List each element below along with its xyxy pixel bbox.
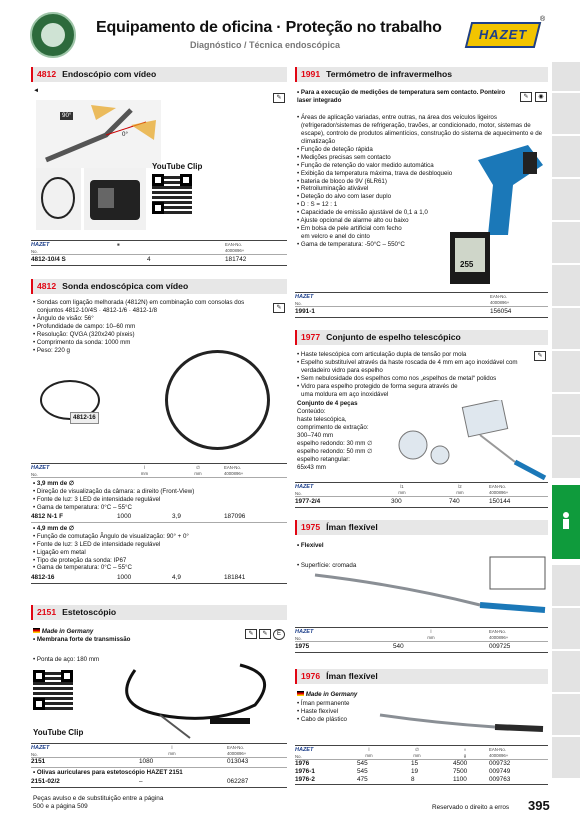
cell-l: –: [139, 777, 143, 785]
section-2151: [31, 605, 287, 620]
table-4812b: [31, 463, 287, 584]
list-item: • Sem nebulosidade dos espelhos como nos „espelhos de metal“ polidos: [297, 375, 529, 383]
feature-bold: • Para a execução de medições de temperatura sem contacto. Ponteiro laser integrado: [297, 89, 506, 104]
cell-ean: 009725: [489, 642, 511, 650]
variant-head: • 3,9 mm de ∅: [33, 480, 75, 487]
list-item: • Haste flexível: [297, 708, 349, 716]
battery-icon: ◉: [535, 92, 547, 102]
qr-corner: [152, 174, 164, 186]
table-header: [31, 241, 287, 255]
list-item: • Haste telescópica com articulação dupla de tensão por mola: [297, 351, 529, 359]
person-icon: [552, 485, 580, 560]
cell-no: 2151: [31, 758, 46, 766]
d-unit: mm: [413, 752, 421, 758]
d-unit: mm: [194, 470, 202, 476]
feature-bold: • Flexível: [297, 542, 324, 549]
cell-no: 4812-10/4 S: [31, 255, 66, 263]
ean-prefix: 4000896+: [489, 489, 509, 495]
list-item: • Função de comutação Ângulo de visualização: 90° + 0°: [33, 532, 189, 540]
youtube-clip-label[interactable]: YouTube Clip: [152, 162, 203, 171]
mirror-set-image: [385, 400, 550, 480]
section-4812-probe: [31, 279, 287, 294]
kit-line: espelho redondo: 30 mm ∅: [297, 439, 373, 447]
table-header: [31, 464, 287, 478]
ean-header: EAN-No.: [227, 745, 244, 750]
list-item: • Ligação em metal: [33, 548, 86, 556]
hazet-logo: [465, 22, 541, 48]
section-title: Sonda endoscópica com vídeo: [62, 281, 189, 291]
l-unit: mm: [427, 634, 435, 640]
list-item: • Ângulo de visão: 56°: [33, 315, 269, 323]
ean-prefix: 4000896+: [489, 752, 509, 758]
section-4812-endoscope: [31, 67, 287, 82]
section-number: 4812: [37, 281, 57, 291]
section-number: 2151: [37, 607, 57, 617]
cell-no: 4812-16: [31, 574, 55, 582]
tool-icon: ✎: [520, 92, 532, 102]
ean-header: EAN-No.: [224, 465, 241, 470]
accessory-line: • Olivas auriculares para estetoscópio HAZET 2151: [33, 769, 183, 776]
section-1976: [295, 669, 548, 684]
l2-header: l2: [458, 484, 462, 489]
list-item: • bateria de bloco de 9V (6LR61): [297, 178, 549, 186]
cell-l: 545: [357, 759, 368, 767]
magnet-icon: ∩: [463, 747, 467, 752]
hazet-brand: HAZET: [295, 747, 314, 753]
page-subtitle: Diagnóstico / Técnica endoscópica: [190, 40, 341, 50]
table-header: [295, 628, 548, 642]
section-title: Estetoscópio: [62, 607, 117, 617]
cell-l: 540: [393, 642, 404, 650]
table-row: [295, 760, 548, 768]
no-header: No.: [295, 491, 302, 497]
endoscope-angle-image: [36, 100, 161, 168]
side-tab-4[interactable]: [552, 179, 580, 221]
list-item: • Ajuste opcional de alarme alto ou baixo: [297, 217, 549, 225]
section-1991: [295, 67, 548, 82]
ean-prefix: 4000896+: [224, 470, 244, 476]
section-1975: [295, 520, 548, 535]
table-2151: [31, 743, 287, 788]
list-item: • Íman permanente: [297, 700, 349, 708]
cell-ean: 009749: [489, 767, 511, 775]
page-number: 395: [528, 798, 550, 813]
cell-ean: 150144: [489, 497, 511, 505]
ean-header: EAN-No.: [489, 747, 506, 752]
made-in-germany: Made in Germany: [297, 691, 357, 699]
e-mark-icon: E: [273, 629, 285, 640]
tool-icon: ✎: [245, 629, 257, 639]
variant-2: [31, 523, 287, 574]
qr-corner: [33, 698, 45, 710]
d-header: ∅: [196, 465, 200, 470]
tool-icon: ✎: [273, 93, 285, 103]
cell-ean: 156054: [490, 307, 512, 315]
angle-label-0: 0°: [122, 131, 128, 138]
angle-label-90: 90°: [62, 112, 72, 119]
cell-l: 545: [357, 767, 368, 775]
table-header: [295, 746, 548, 760]
probe-features: [33, 299, 269, 355]
kit-line: espelho retangular:: [297, 455, 350, 463]
table-row: [31, 758, 287, 768]
list-item: • Deteção do alvo com laser duplo: [297, 193, 549, 201]
table-row: [295, 642, 548, 652]
side-tab-15[interactable]: [552, 737, 580, 779]
l-unit: mm: [365, 752, 373, 758]
ean-header: EAN-No.: [489, 629, 506, 634]
hazet-brand: HAZET: [295, 629, 314, 635]
section-title: Íman flexível: [326, 522, 378, 532]
ean-header: EAN-No.: [225, 242, 242, 247]
footer-line: 500 e a página 509: [33, 803, 88, 811]
cell-l: 1080: [139, 758, 154, 766]
cell-l: 475: [357, 775, 368, 783]
list-item: • Exibição da temperatura máxima, trava de desbloqueio: [297, 170, 467, 178]
ean-prefix: 4000896+: [225, 247, 245, 253]
side-tab-active[interactable]: [552, 485, 580, 560]
list-item: • D : S = 12 : 1: [297, 201, 549, 209]
side-tab-6[interactable]: [552, 265, 580, 307]
cell-ean: 181841: [224, 574, 246, 582]
cell-ean: 181742: [225, 255, 247, 263]
magnet-features: [297, 700, 349, 724]
side-tab-7[interactable]: [552, 308, 580, 350]
list-item: • Sondas com ligação melhorada (4812N) em combinação com consolas dos conjuntos 4812-10/4S · 4812-1/6 · 4812-1/8: [33, 299, 269, 315]
cell-l: 1000: [117, 574, 132, 582]
tool-icon: ✎: [273, 303, 285, 313]
section-title: Íman flexível: [326, 671, 378, 681]
list-item: • Retroiluminação ativável: [297, 185, 549, 193]
l2-unit: mm: [456, 489, 464, 495]
table-row: [295, 307, 548, 317]
germany-flag-icon: [297, 691, 304, 696]
list-item: • Ponta de aço: 180 mm: [33, 656, 100, 663]
cell-g: 1100: [453, 775, 467, 783]
list-item: • Comprimento da sonda: 1000 mm: [33, 339, 269, 347]
cell-l1: 300: [391, 497, 402, 505]
table-row: [31, 255, 287, 265]
section-title: Termómetro de infravermelhos: [326, 69, 453, 79]
footer-spare-parts: [33, 795, 163, 811]
cell-no: 2151-02/2: [31, 777, 60, 785]
table-header: [31, 744, 287, 758]
no-header: No.: [31, 249, 38, 255]
table-1991: [295, 292, 548, 318]
cell-no: 1976: [295, 759, 310, 767]
made-in-germany: Made in Germany: [33, 628, 93, 636]
section-title: Endoscópio com vídeo: [62, 69, 157, 79]
back-arrow: ◄: [33, 87, 40, 94]
hazet-brand: HAZET: [31, 745, 50, 751]
l1-unit: mm: [398, 489, 406, 495]
ean-prefix: 4000896+: [490, 299, 510, 305]
no-header: No.: [295, 636, 302, 642]
qr-corner: [180, 174, 192, 186]
qr-corner: [152, 202, 164, 214]
cell-ean: 187096: [224, 513, 246, 521]
list-item: • Peso: 220 g: [33, 347, 269, 355]
list-item: • Capacidade de emissão ajustável de 0,1 a 1,0: [297, 209, 447, 217]
no-header: No.: [31, 752, 38, 758]
cell-ean: 009763: [489, 775, 511, 783]
section-number: 1977: [301, 332, 321, 342]
cell-d: 8: [411, 775, 415, 783]
variant-1: [31, 478, 287, 513]
cell-ean: 062287: [227, 777, 249, 785]
list-item: • Função de deteção rápida: [297, 146, 549, 154]
hazet-brand: HAZET: [295, 484, 314, 490]
section-number: 1991: [301, 69, 321, 79]
list-item: • Áreas de aplicação variadas, entre outras, na área dos veículos ligeiros (refrigerador/sistemas de refrigeração, travões, ar condicionado, motor, sistemas de escape), controlo de produtos alimentícios, construção do sistema de aquecimento e de climatização: [297, 114, 549, 146]
list-item: • Vidro para espelho protegido de forma segura através de uma moldura em aço inoxidável: [297, 383, 467, 399]
table-row: [295, 776, 548, 784]
table-row: [295, 497, 548, 507]
thermometer-display-image: [450, 232, 490, 284]
feature-bold: • Membrana forte de transmissão: [33, 636, 131, 643]
l-header: l: [144, 465, 145, 470]
kit-line: comprimento de extração:: [297, 423, 369, 431]
header-logo: [30, 12, 76, 58]
side-tab-8[interactable]: [552, 351, 580, 393]
list-item: • Resolução: QVGA (320x240 píxeis): [33, 331, 269, 339]
list-item: • Função de retenção do valor medido automática: [297, 162, 549, 170]
list-item: • Tipo de proteção da sonda: IP67: [33, 556, 127, 564]
side-tab-2[interactable]: [552, 93, 580, 135]
hazet-logo-text: HAZET: [478, 26, 528, 42]
footer-disclaimer: Reservado o direito a erros: [432, 804, 510, 811]
no-header: No.: [295, 301, 302, 307]
list-item: • Fonte de luz: 3 LED de intensidade regulável: [33, 495, 161, 503]
kit-contents: [297, 408, 387, 472]
section-title: Conjunto de espelho telescópico: [326, 332, 461, 342]
probe-cable-image: [165, 350, 270, 450]
side-tab-12[interactable]: [552, 608, 580, 650]
list-item: • Em bolsa de pele artificial com fecho em velcro e anel do cinto: [297, 225, 407, 241]
youtube-clip-label[interactable]: YouTube Clip: [33, 728, 84, 737]
kit-line: Conteúdo:: [297, 408, 326, 415]
cell-no: 4812 N-1 F: [31, 513, 63, 521]
ean-header: EAN-No.: [490, 294, 507, 299]
l-unit: mm: [140, 470, 149, 476]
cell-ean: 013043: [227, 758, 249, 766]
side-tab-1[interactable]: [552, 62, 580, 92]
section-number: 4812: [37, 69, 57, 79]
l-header: l: [368, 747, 370, 752]
kit-line: espelho redondo: 50 mm ∅: [297, 447, 373, 455]
cell-no: 1991-1: [295, 307, 315, 315]
d-header: ∅: [415, 747, 419, 752]
cell-g: 4500: [453, 759, 468, 767]
table-row: [31, 573, 287, 583]
cell-l: 1000: [117, 513, 132, 521]
list-item: • Superfície: cromada: [297, 562, 357, 569]
table-header: [295, 483, 548, 497]
l-unit: mm: [168, 750, 176, 756]
cell-no: 1976-1: [295, 767, 315, 775]
hazet-brand: HAZET: [295, 294, 314, 300]
flexible-magnet-image: [300, 555, 548, 621]
table-4812a: [31, 240, 287, 266]
page-title: Equipamento de oficina · Proteção no trabalho: [96, 19, 442, 36]
list-item: • Gama de temperatura: 0°C – 55°C: [33, 503, 132, 511]
table-1977: [295, 482, 548, 508]
list-item: • Gama de temperatura: -50°C – 550°C: [297, 241, 549, 249]
mirror-features: [297, 351, 529, 399]
table-row: [31, 513, 287, 523]
side-tab-3[interactable]: [552, 136, 580, 178]
tool-icon: ✎: [534, 351, 546, 361]
section-number: 1975: [301, 522, 321, 532]
kit-title: Conjunto de 4 peças: [297, 400, 358, 407]
cell-no: 1975: [295, 642, 310, 650]
table-row: [295, 768, 548, 776]
no-header: No.: [295, 754, 302, 760]
list-item: • Medições precisas sem contacto: [297, 154, 549, 162]
ean-prefix: 4000896+: [489, 634, 509, 640]
cell-no: 1976-2: [295, 775, 315, 783]
section-1977: [295, 330, 548, 345]
hazet-brand: HAZET: [31, 242, 50, 248]
stethoscope-image: [100, 650, 285, 742]
endoscope-case-image: [84, 168, 146, 230]
table-1976: [295, 745, 548, 785]
registered-mark: ®: [540, 16, 546, 23]
probe-label: 4812-16: [70, 412, 99, 424]
cell-no: 1977-2/4: [295, 497, 321, 505]
cell-qty: 4: [147, 255, 151, 263]
endoscope-probe-image: [36, 168, 81, 230]
pieces-icon: ■: [117, 242, 120, 247]
side-tab-11[interactable]: [552, 565, 580, 607]
list-item: • Profundidade de campo: 10–60 mm: [33, 323, 269, 331]
cell-d: 3,9: [172, 513, 181, 521]
list-item: • Cabo de plástico: [297, 716, 349, 724]
cell-g: 7500: [453, 767, 468, 775]
qr-corner: [33, 670, 45, 682]
list-item: • Direção de visualização da câmara: a direito (Front-View): [33, 487, 195, 495]
side-tab-10[interactable]: [552, 437, 580, 479]
l-header: l: [171, 745, 173, 750]
cell-d: 4,9: [172, 574, 181, 582]
side-tab-9[interactable]: [552, 394, 580, 436]
footer-line: Peças avulso e de substituição entre a página: [33, 795, 164, 802]
tool-icon: ✎: [259, 629, 271, 639]
thermometer-image: [468, 140, 548, 238]
section-number: 1976: [301, 671, 321, 681]
magnet-pen-image: [375, 705, 547, 735]
side-tab-5[interactable]: [552, 222, 580, 264]
kit-line: 300–740 mm: [297, 431, 334, 439]
hazet-brand: HAZET: [31, 465, 50, 471]
germany-flag-icon: [33, 628, 40, 633]
side-tab-13[interactable]: [552, 651, 580, 693]
list-item: • Espelho substituível através da haste roscada de 4 mm em aço inoxidável com verdadeiro vidro para espelho: [297, 359, 529, 375]
table-1975: [295, 627, 548, 653]
display-reading: 255: [460, 260, 474, 269]
cell-d: 19: [411, 767, 419, 775]
g-unit: g: [463, 752, 467, 758]
l1-header: l1: [400, 484, 404, 489]
table-row: [31, 777, 287, 787]
qr-corner: [61, 670, 73, 682]
no-header: No.: [31, 472, 38, 478]
l-header: l: [430, 629, 432, 634]
cell-d: 15: [411, 759, 419, 767]
table-header: [295, 293, 548, 307]
list-item: • Gama de temperatura: 0°C – 55°C: [33, 564, 132, 572]
ean-header: EAN-No.: [489, 484, 506, 489]
variant-head: • 4,9 mm de ∅: [33, 524, 75, 532]
ean-prefix: 4000896+: [227, 750, 247, 756]
cell-ean: 009732: [489, 759, 511, 767]
kit-line: haste telescópica,: [297, 415, 347, 423]
list-item: • Fonte de luz: 3 LED de intensidade regulável: [33, 540, 161, 548]
kit-line: 65x43 mm: [297, 463, 326, 471]
cell-l2: 740: [449, 497, 460, 505]
side-tab-14[interactable]: [552, 694, 580, 736]
